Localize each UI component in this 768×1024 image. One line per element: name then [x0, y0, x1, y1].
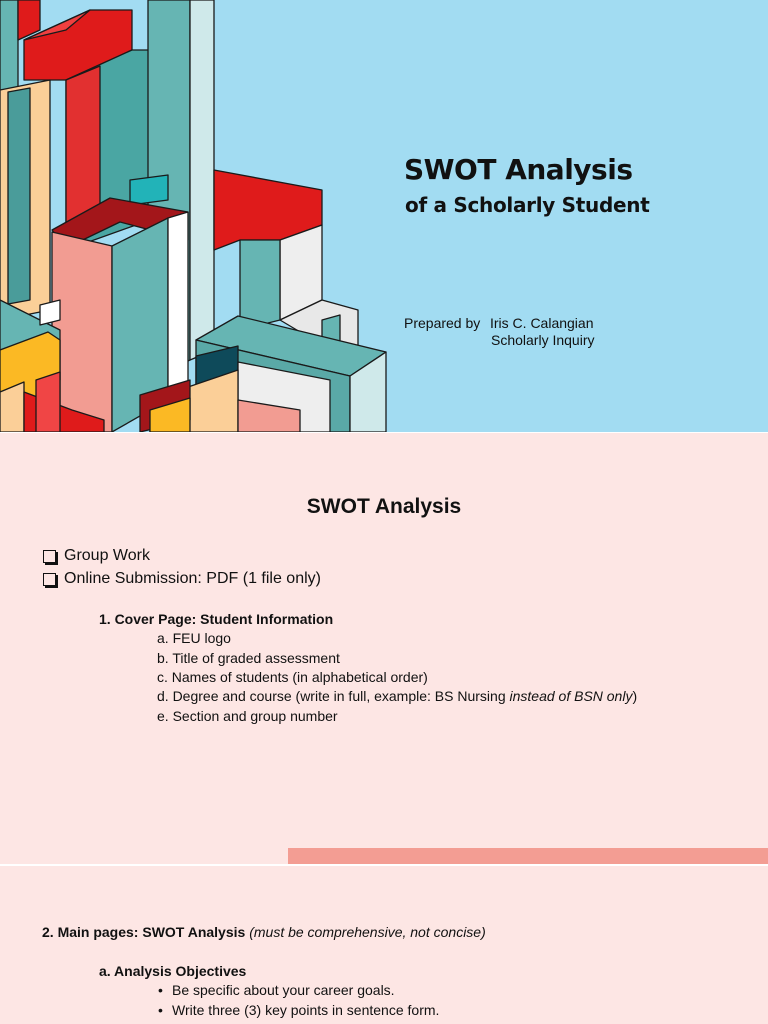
bullet-item: • Be specific about your career goals.	[158, 982, 395, 998]
city-blocks-illustration	[0, 0, 400, 432]
bullet-item: • Write three (3) key points in sentence form.	[158, 1002, 439, 1018]
list-item: c. Names of students (in alphabetical order)	[157, 669, 428, 685]
checklist-text: Online Submission: PDF (1 file only)	[64, 570, 321, 587]
cover-subtitle: of a Scholarly Student	[405, 193, 650, 217]
list-item-text: d. Degree and course (write in full, example: BS Nursing	[157, 688, 510, 704]
checklist-item	[43, 570, 321, 588]
list-item-tail: )	[632, 688, 638, 704]
cover-title: SWOT Analysis	[404, 153, 633, 186]
section-heading: 1. Cover Page: Student Information	[99, 611, 334, 627]
prepared-by-label: Prepared by	[404, 315, 481, 331]
list-item: e. Section and group number	[157, 708, 338, 724]
section-heading-text: 2. Main pages: SWOT Analysis	[42, 924, 246, 940]
list-item: a. FEU logo	[157, 630, 231, 646]
checklist-item	[43, 547, 150, 565]
section-heading-note: (must be comprehensive, not concise)	[249, 924, 486, 940]
checklist-text: Group Work	[64, 547, 150, 564]
page-title: SWOT Analysis	[306, 495, 462, 518]
checkbox-bullet-icon	[43, 573, 56, 586]
list-item	[157, 688, 637, 704]
checkbox-bullet-icon	[43, 550, 56, 563]
course-name: Scholarly Inquiry	[491, 332, 595, 348]
cover-slide	[0, 0, 768, 432]
main-pages-slide	[0, 865, 768, 1024]
accent-bar	[288, 848, 768, 864]
subsection-heading: a. Analysis Objectives	[99, 963, 247, 979]
requirements-slide	[0, 432, 768, 864]
list-item: b. Title of graded assessment	[157, 650, 340, 666]
author-name: Iris C. Calangian	[490, 315, 594, 331]
list-item-italic-note: instead of BSN only	[509, 688, 633, 704]
section-heading	[42, 924, 486, 940]
